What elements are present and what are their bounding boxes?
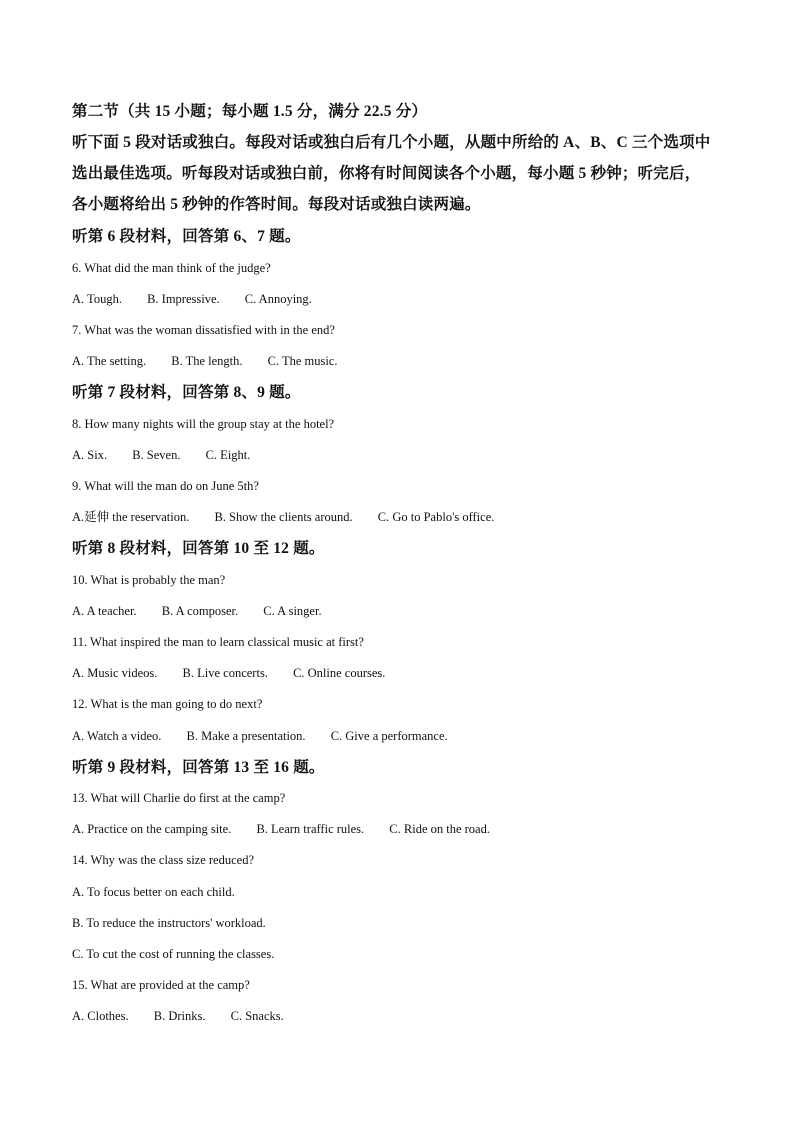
option-b: B. Drinks. xyxy=(153,1009,206,1023)
option-a: A.延伸 the reservation. xyxy=(72,510,190,524)
option-b: B. Impressive. xyxy=(147,292,220,306)
option-a: A. Tough. xyxy=(72,292,122,306)
option-a: A. Six. xyxy=(72,448,108,462)
instruction-line-1: 听下面 5 段对话或独白。每段对话或独白后有几个小题，从题中所给的 A、B、C 三个选项中 xyxy=(72,134,711,151)
question-options xyxy=(72,293,312,306)
option-b: B. A composer. xyxy=(161,604,239,618)
question-text: 13. What will Charlie do first at the camp? xyxy=(72,791,286,805)
option-c: C. To cut the cost of running the classes. xyxy=(72,947,275,961)
question-text: 15. What are provided at the camp? xyxy=(72,978,250,992)
option-c: C. Snacks. xyxy=(230,1009,284,1023)
group-header: 听第 6 段材料，回答第 6、7 题。 xyxy=(72,228,301,245)
question-text: 7. What was the woman dissatisfied with in the end? xyxy=(72,323,335,337)
question-text: 11. What inspired the man to learn classical music at first? xyxy=(72,635,364,649)
option-c: C. A singer. xyxy=(263,604,322,618)
option-a: A. The setting. xyxy=(72,354,147,368)
question-options xyxy=(72,667,385,680)
instruction-line-2: 选出最佳选项。听每段对话或独白前，你将有时间阅读各个小题，每小题 5 秒钟；听完后， xyxy=(72,165,701,182)
option-b: B. Seven. xyxy=(132,448,181,462)
question-options xyxy=(72,823,490,836)
question-options xyxy=(72,730,448,743)
question-options xyxy=(72,511,494,524)
option-c: C. Give a performance. xyxy=(330,729,448,743)
option-b: B. To reduce the instructors' workload. xyxy=(72,916,266,930)
group-header: 听第 7 段材料，回答第 8、9 题。 xyxy=(72,384,301,401)
option-c: C. Ride on the road. xyxy=(389,822,490,836)
group-header: 听第 9 段材料，回答第 13 至 16 题。 xyxy=(72,759,325,776)
question-options xyxy=(72,355,338,368)
question-options xyxy=(72,605,322,618)
question-text: 6. What did the man think of the judge? xyxy=(72,261,271,275)
group-header: 听第 8 段材料，回答第 10 至 12 题。 xyxy=(72,540,325,557)
question-text: 8. How many nights will the group stay at the hotel? xyxy=(72,417,335,431)
section-title: 第二节（共 15 小题；每小题 1.5 分，满分 22.5 分） xyxy=(72,103,428,120)
question-options xyxy=(72,449,250,462)
question-options xyxy=(72,1010,284,1023)
option-c: C. Eight. xyxy=(205,448,251,462)
option-c: C. Online courses. xyxy=(293,666,386,680)
question-text: 10. What is probably the man? xyxy=(72,573,226,587)
instruction-line-3: 各小题将给出 5 秒钟的作答时间。每段对话或独白读两遍。 xyxy=(72,196,481,213)
question-text: 14. Why was the class size reduced? xyxy=(72,853,254,867)
option-b: B. The length. xyxy=(171,354,243,368)
option-b: B. Show the clients around. xyxy=(214,510,353,524)
option-b: B. Learn traffic rules. xyxy=(256,822,365,836)
option-c: C. Go to Pablo's office. xyxy=(377,510,495,524)
option-a: A. Watch a video. xyxy=(72,729,162,743)
question-text: 12. What is the man going to do next? xyxy=(72,697,263,711)
option-a: A. A teacher. xyxy=(72,604,137,618)
option-a: A. Practice on the camping site. xyxy=(72,822,232,836)
option-a: A. Clothes. xyxy=(72,1009,129,1023)
option-a: A. To focus better on each child. xyxy=(72,885,235,899)
option-c: C. Annoying. xyxy=(244,292,312,306)
question-text: 9. What will the man do on June 5th? xyxy=(72,479,259,493)
option-b: B. Make a presentation. xyxy=(186,729,306,743)
option-b: B. Live concerts. xyxy=(182,666,268,680)
option-c: C. The music. xyxy=(267,354,338,368)
option-a: A. Music videos. xyxy=(72,666,158,680)
